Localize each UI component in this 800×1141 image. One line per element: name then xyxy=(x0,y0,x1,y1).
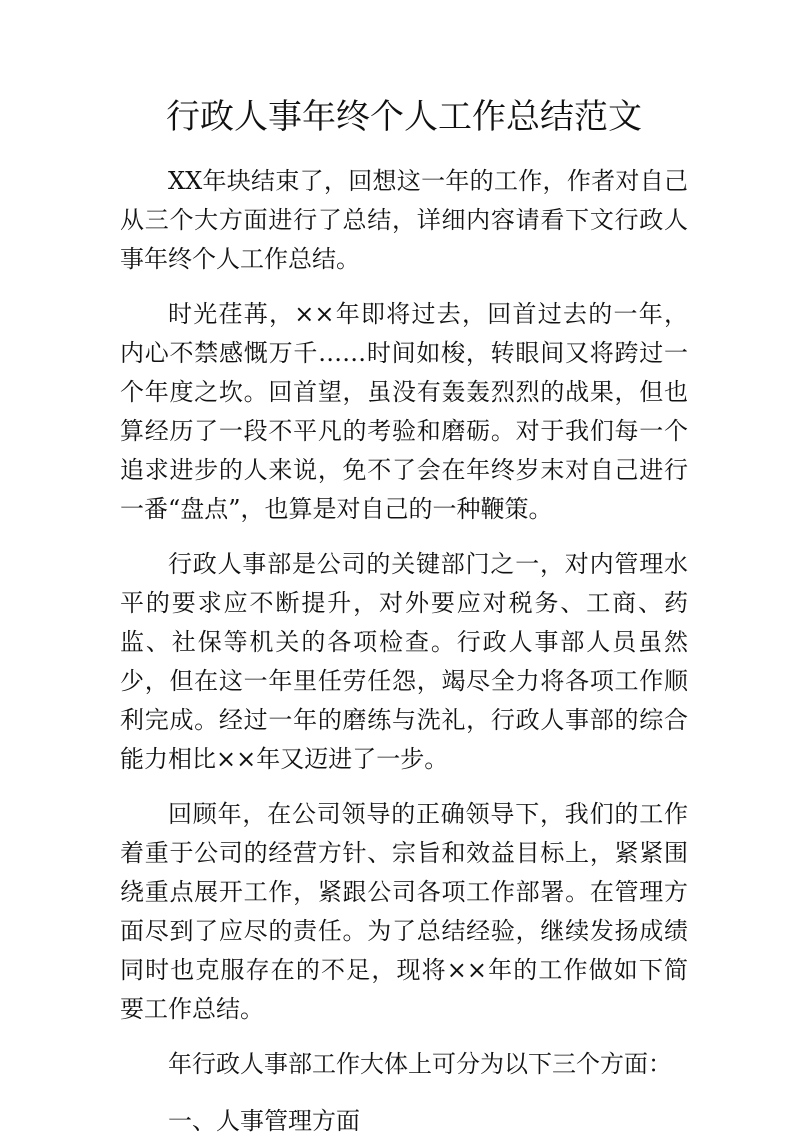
document-title: 行政人事年终个人工作总结范文 xyxy=(166,97,642,137)
section-heading-personnel-management: 一、人事管理方面 xyxy=(168,1107,360,1135)
paragraph-department-role: 行政人事部是公司的关键部门之一，对内管理水平的要求应不断提升，对外要应对税务、工商、药监、社保等机关的各项检查。行政人事部人员虽然少，但在这一年里任劳任怨，竭尽全力将各项工作顺利完成。经过一年的磨练与洗礼，行政人事部的综合能力相比××年又迈进了一步。 xyxy=(120,550,688,773)
paragraph-year-review: 回顾年，在公司领导的正确领导下，我们的工作着重于公司的经营方针、宗旨和效益目标上，紧紧围绕重点展开工作，紧跟公司各项工作部署。在管理方面尽到了应尽的责任。为了总结经验，继续发扬成绩同时也克服存在的不足，现将××年的工作做如下简要工作总结。 xyxy=(120,800,688,1023)
paragraph-intro: XX年块结束了，回想这一年的工作，作者对自己从三个大方面进行了总结，详细内容请看下文行政人事年终个人工作总结。 xyxy=(120,167,688,273)
paragraph-three-aspects: 年行政人事部工作大体上可分为以下三个方面： xyxy=(168,1050,672,1078)
paragraph-time-reflection: 时光荏苒，××年即将过去，回首过去的一年，内心不禁感慨万千……时间如梭，转眼间又将跨过一个年度之坎。回首望，虽没有轰轰烈烈的战果，但也算经历了一段不平凡的考验和磨砺。对于我们每一个追求进步的人来说，免不了会在年终岁末对自己进行一番“盘点”，也算是对自己的一种鞭策。 xyxy=(120,300,688,523)
